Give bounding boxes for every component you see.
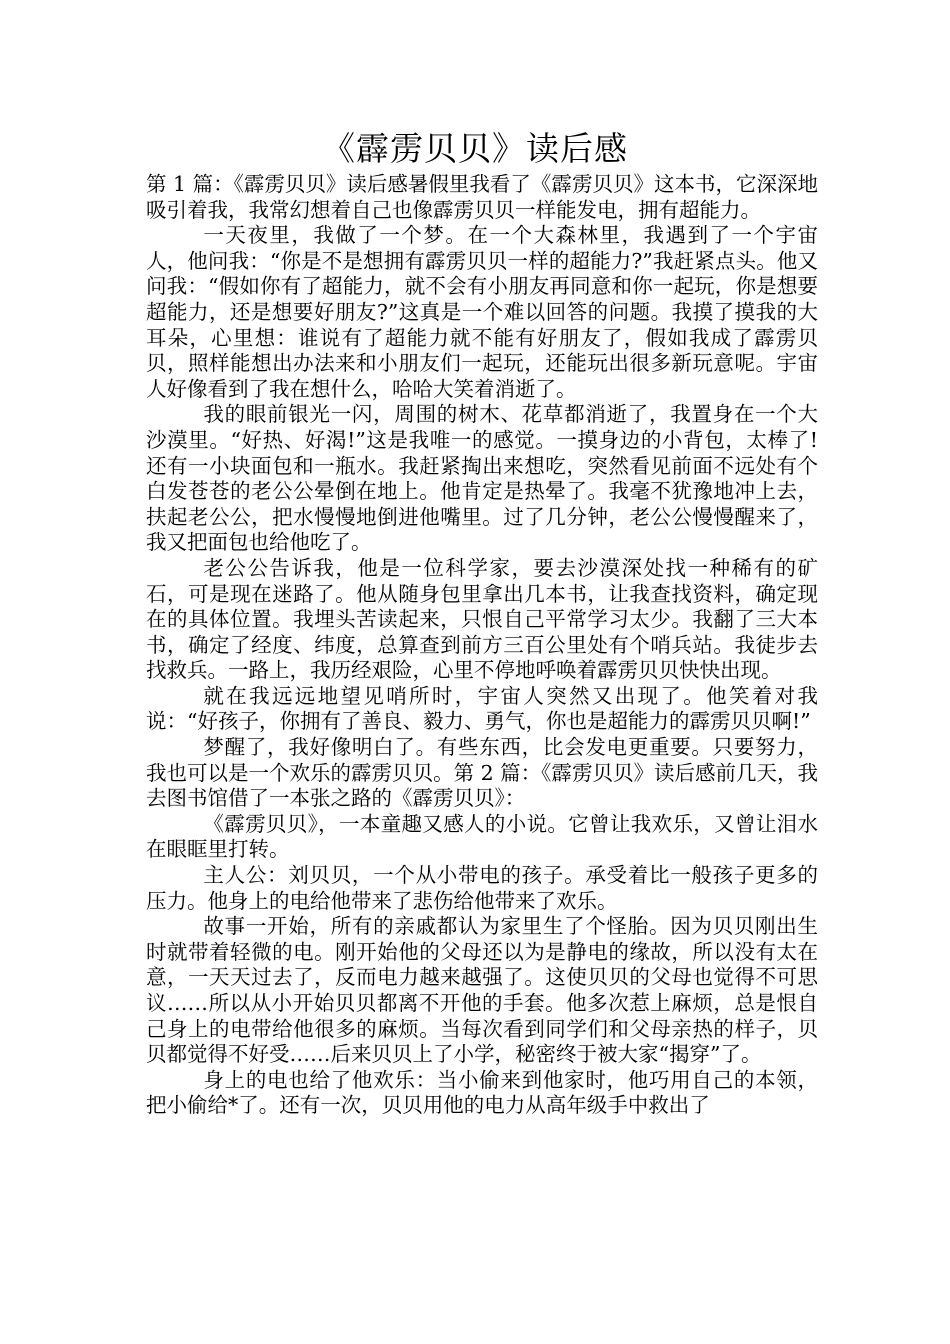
paragraph: 主人公：刘贝贝，一个从小带电的孩子。承受着比一般孩子更多的压力。他身上的电给他带来了悲伤给他带来了欢乐。 [146,863,818,913]
paragraph: 第 1 篇：《霹雳贝贝》读后感暑假里我看了《霹雳贝贝》这本书，它深深地吸引着我，我常幻想着自己也像霹雳贝贝一样能发电，拥有超能力。 [146,172,818,222]
paragraph: 一天夜里，我做了一个梦。在一个大森林里，我遇到了一个宇宙人，他问我：“你是不是想拥有霹雳贝贝一样的超能力?”我赶紧点头。他又问我：“假如你有了超能力，就不会有小朋友再同意和你一起玩，你是想要超能力，还是想要好朋友?”这真是一个难以回答的问题。我摸了摸我的大耳朵，心里想：谁说有了超能力就不能有好朋友了，假如我成了霹雳贝贝，照样能想出办法来和小朋友们一起玩，还能玩出很多新玩意呢。宇宙人好像看到了我在想什么，哈哈大笑着消逝了。 [146,223,818,401]
paragraph: 我的眼前银光一闪，周围的树木、花草都消逝了，我置身在一个大沙漠里。“好热、好渴!”这是我唯一的感觉。一摸身边的小背包，太棒了!还有一小块面包和一瓶水。我赶紧掏出来想吃，突然看见前面不远处有个白发苍苍的老公公晕倒在地上。他肯定是热晕了。我毫不犹豫地冲上去，扶起老公公，把水慢慢地倒进他嘴里。过了几分钟，老公公慢慢醒来了，我又把面包也给他吃了。 [146,402,818,555]
document-title: 《霹雳贝贝》读后感 [322,129,628,168]
paragraph: 故事一开始，所有的亲戚都认为家里生了个怪胎。因为贝贝刚出生时就带着轻微的电。刚开始他的父母还以为是静电的缘故，所以没有太在意，一天天过去了，反而电力越来越强了。这使贝贝的父母也觉得不可思议……所以从小开始贝贝都离不开他的手套。他多次惹上麻烦，总是恨自己身上的电带给他很多的麻烦。当每次看到同学们和父母亲热的样子，贝贝都觉得不好受……后来贝贝上了小学，秘密终于被大家“揭穿”了。 [146,914,818,1067]
paragraph: 《霹雳贝贝》，一本童趣又感人的小说。它曾让我欢乐，又曾让泪水在眼眶里打转。 [146,811,818,862]
document-body [146,172,818,1119]
paragraph: 身上的电也给了他欢乐：当小偷来到他家时，他巧用自己的本领，把小偷给*了。还有一次，贝贝用他的电力从高年级手中救出了 [146,1067,818,1118]
paragraph: 就在我远远地望见哨所时，宇宙人突然又出现了。他笑着对我说：“好孩子，你拥有了善良、毅力、勇气，你也是超能力的霹雳贝贝啊!” [146,683,818,734]
paragraph: 老公公告诉我，他是一位科学家，要去沙漠深处找一种稀有的矿石，可是现在迷路了。他从随身包里拿出几本书，让我查找资料，确定现在的具体位置。我埋头苦读起来，只恨自己平常学习太少。我翻了三大本书，确定了经度、纬度，总算查到前方三百公里处有个哨兵站。我徒步去找救兵。一路上，我历经艰险，心里不停地呼唤着霹雳贝贝快快出现。 [146,555,818,683]
paragraph: 梦醒了，我好像明白了。有些东西，比会发电更重要。只要努力，我也可以是一个欢乐的霹雳贝贝。第 2 篇：《霹雳贝贝》读后感前几天，我去图书馆借了一本张之路的《霹雳贝贝》： [146,735,818,811]
